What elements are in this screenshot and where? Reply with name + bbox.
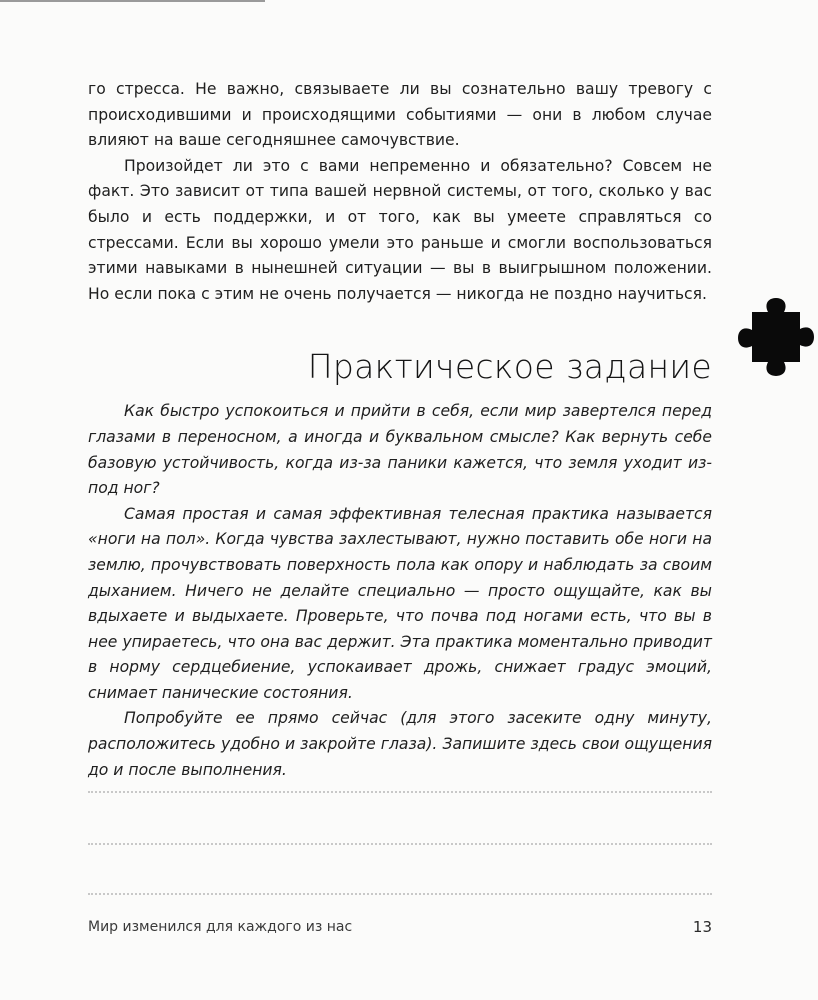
footer-book-title: Мир изменился для каждого из нас [88, 919, 353, 935]
top-rule [0, 0, 265, 2]
task-paragraph-3: Попробуйте ее прямо сейчас (для этого засеките одну минуту, расположитесь удобно и закройте глаза). Запишите здесь свои ощущения до и после выполнения. [88, 709, 712, 779]
writing-line-1[interactable] [88, 791, 712, 793]
task-paragraph-1: Как быстро успокоиться и прийти в себя, если мир завертелся перед глазами в переносном, а иногда и буквальном смысле? Как вернуть себе базовую устойчивость, когда из-за паники кажется, что земля уходит из-под ног? [88, 402, 712, 498]
task-paragraph-2: Самая простая и самая эффективная телесная практика называется «ноги на пол». Когда чувства захлестывают, нужно поставить обе ноги на землю, прочувствовать поверхность пола как опору и наблюдать за своим дыханием. Ничего не делайте специально — просто ощущайте, как вы вдыхаете и выдыхаете. Проверьте, что почва под ногами есть, что вы в нее упираетесь, что она вас держит. Эта практика моментально приводит в норму сердцебиение, успокаивает дрожь, снижает градус эмоций, снимает панические состояния. [88, 504, 712, 702]
writing-line-3[interactable] [88, 893, 712, 895]
page-number: 13 [692, 918, 712, 936]
task-block [88, 399, 712, 783]
section-heading: Практическое задание [307, 347, 712, 387]
body-paragraph-2: Произойдет ли это с вами непременно и обязательно? Совсем не факт. Это зависит от типа вашей нервной системы, от того, сколько у вас было и есть поддержки, и от того, как вы умеете справляться со стрессами. Если вы хорошо умели это раньше и смогли воспользоваться этими навыками в нынешней ситуации — вы в выигрышном положении. Но если пока с этим не очень получается — никогда не поздно научиться. [88, 156, 712, 303]
puzzle-piece-icon [738, 298, 818, 384]
writing-line-2[interactable] [88, 843, 712, 845]
page-content [88, 77, 712, 783]
body-paragraph-1: го стресса. Не важно, связываете ли вы сознательно вашу тревогу с происходившими и происходящими событиями — они в любом случае влияют на ваше сегодняшнее самочувствие. [88, 80, 712, 150]
